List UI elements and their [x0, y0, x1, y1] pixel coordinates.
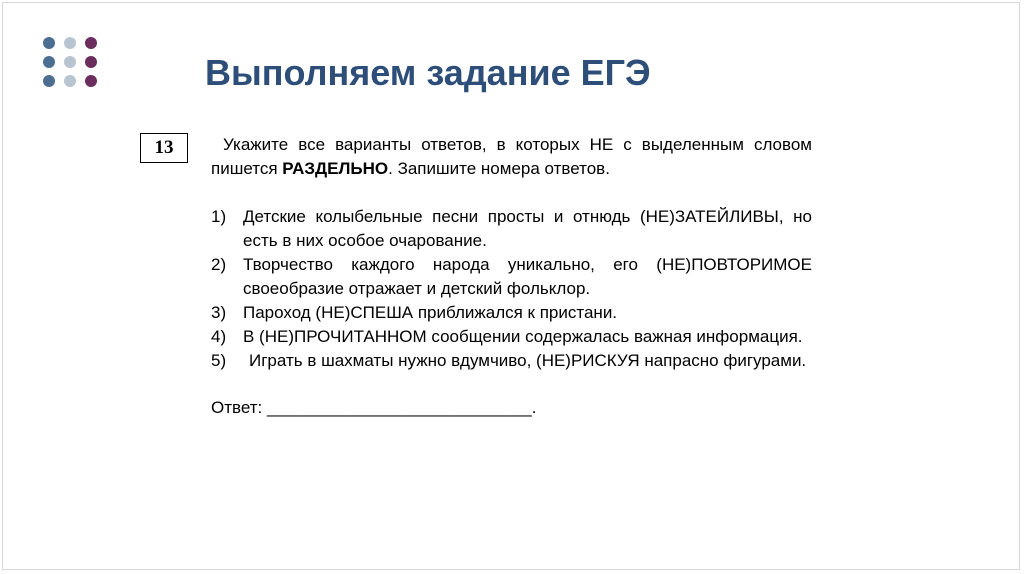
list-item — [211, 253, 812, 301]
item-text: Играть в шахматы нужно вдумчиво, (НЕ)РИСКУЯ напрасно фигурами. — [249, 351, 807, 370]
item-text: Пароход (НЕ)СПЕША приближался к пристани. — [243, 303, 618, 322]
intro-keyword: РАЗДЕЛЬНО — [282, 159, 389, 178]
dot-icon — [85, 37, 97, 49]
item-number: 2) — [211, 255, 227, 274]
intro-text-end: . Запишите номера ответов. — [388, 159, 610, 178]
item-text: В (НЕ)ПРОЧИТАННОМ сообщении содержалась важная информация. — [243, 327, 803, 346]
intro-text: Укажите все варианты ответов, в которых НЕ с выделенным словом пишется — [211, 135, 812, 178]
item-number: 5) — [211, 351, 227, 370]
item-number: 3) — [211, 303, 227, 322]
answer-options-list — [211, 205, 812, 373]
task-number-box: 13 — [140, 133, 188, 163]
item-number: 4) — [211, 327, 227, 346]
dot-icon — [85, 56, 97, 68]
page-title: Выполняем задание ЕГЭ — [205, 52, 651, 93]
dot-icon — [43, 56, 55, 68]
list-item — [211, 325, 812, 349]
answer-field — [211, 396, 812, 420]
task-content — [211, 133, 812, 420]
item-text: Детские колыбельные песни просты и отнюдь (НЕ)ЗАТЕЙЛИВЫ, но есть в них особое очарование. — [243, 207, 812, 250]
dot-icon — [64, 37, 76, 49]
answer-line: ____________________________. — [266, 398, 537, 417]
item-text: Творчество каждого народа уникально, его (НЕ)ПОВТОРИМОЕ своеобразие отражает и детский фольклор. — [243, 255, 812, 298]
dot-icon — [64, 75, 76, 87]
dot-icon — [85, 75, 97, 87]
item-number: 1) — [211, 207, 227, 226]
list-item — [211, 349, 812, 373]
dot-grid-icon — [43, 37, 103, 97]
dot-icon — [43, 75, 55, 87]
list-item — [211, 301, 812, 325]
dot-icon — [43, 37, 55, 49]
answer-label: Ответ: — [211, 398, 267, 417]
task-intro — [211, 133, 812, 181]
dot-icon — [64, 56, 76, 68]
list-item — [211, 205, 812, 253]
